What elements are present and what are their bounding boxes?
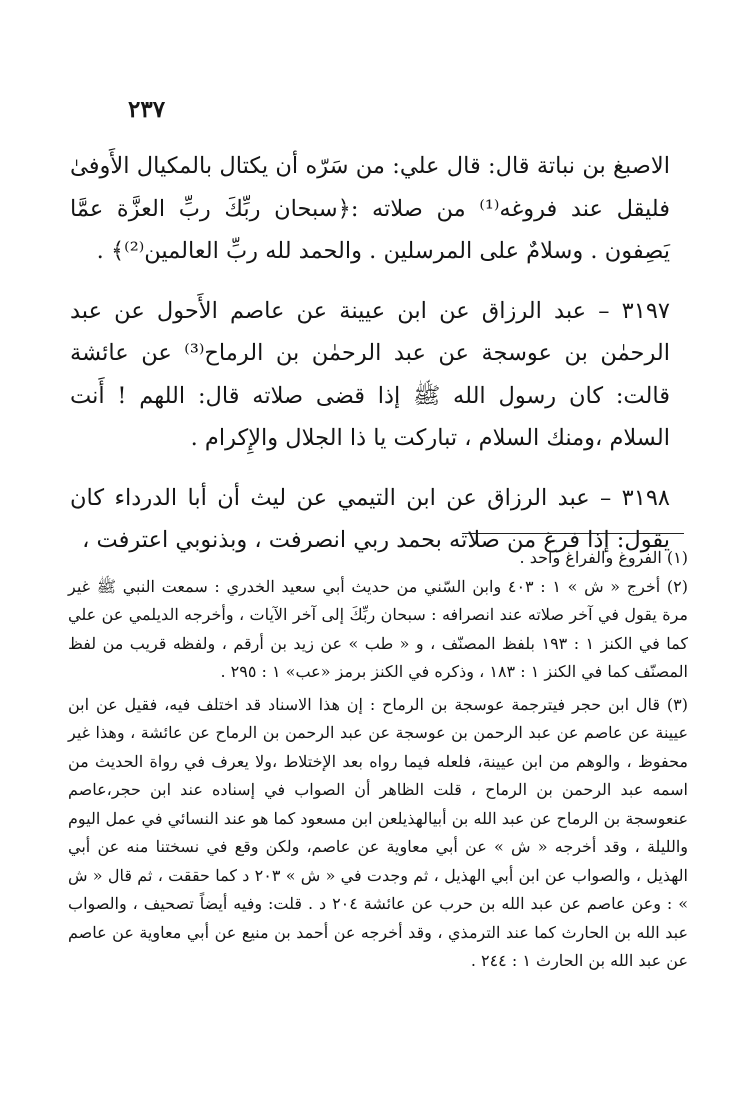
footnote: (٣) قال ابن حجر فيترجمة عوسجة بن الرماح : إن هذا الاسناد قد اختلف فيه، فقيل عن ابن عيينة عن عاصم عن عبد الرحمن بن عوسجة عن عبد الرحمن بن الرماح عن عائشة ، وهذا غير محفوظ ، والوهم من ابن عيينة، فلعله فيما رواه بعد الإختلاط ،ولا يعرف في رواة الحديث من اسمه عبد الرحمن بن الرماح ، قلت الظاهر أن الصواب في إسناده عند ابن حجر،عاصم عنعوسجة بن الرماح عن عبد الله بن أبيالهذيلعن ابن مسعود كما هو عند النسائي في عمل اليوم والليلة ، وقد أخرجه « ش » عن أبي معاوية عن عاصم، ولكن وقع في نسختنا منه عن أبي الهذيل ، والصواب عن ابن أبي الهذيل ، ثم وجدت في « ش » ٢٠٣ د كما حققت ، ثم قال « ش » : وعن عاصم عن عبد الله بن حرب عن عائشة ٢٠٤ د . قلت: وفيه أيضاً تصحيف ، والصواب عبد الله بن الحارث كما عند الترمذي ، وقد أخرجه عن أحمد بن منيع عن أبي معاوية عن عاصم عن عبد الله بن الحارث ١ : ٢٤٤ . bbox=[68, 694, 689, 970]
footnote: (١) الفروغ والفراغ واحد . bbox=[519, 548, 688, 567]
main-paragraph: ٣١٩٧ – عبد الرزاق عن ابن عيينة عن عاصم الأَحول عن عبد الرحمٰن بن عوسجة عن عبد الرحمٰن بن الرماح⁽³⁾ عن عائشة قالت: كان رسول الله ﷺ إذا قضى صلاته قال: اللهم ! أَنت السلام ،ومنك السلام ، تباركت يا ذا الجلال والإِكرام . bbox=[70, 297, 670, 451]
page-number: ٢٣٧ bbox=[128, 96, 166, 123]
main-paragraph: ٣١٩٨ – عبد الرزاق عن ابن التيمي عن ليث أن أبا الدرداء كان يقول: إذا فرغ من صلاته بحمد ربي انصرفت ، وبذنوبي اعترفت ، bbox=[70, 484, 670, 553]
footnotes bbox=[68, 544, 688, 976]
footnote-divider bbox=[462, 533, 684, 534]
main-text bbox=[70, 145, 670, 562]
footnote: (٢) أخرج « ش » ١ : ٤٠٣ وابن السّني من حديث أبي سعيد الخدري : سمعت النبي ﷺ غير مرة يقول في آخر صلاته عند انصرافه : سبحان ربِّكَ إلى آخر الآيات ، وأخرجه الديلمي عن علي كما في الكنز ١ : ١٩٣ بلفظ المصنّف ، و « طب » عن زيد بن أرقم ، ولفظه قريب من لفظ المصنّف كما في الكنز ١ : ١٨٣ ، وذكره في الكنز برمز «عب» ١ : ٢٩٥ . bbox=[68, 576, 689, 681]
main-paragraph: الاصبغ بن نباتة قال: قال علي: من سَرّه أن يكتال بالمكيال الأَوفىٰ فليقل عند فروغه⁽¹⁾ من صلاته :﴿سبحان ربِّكَ ربِّ العزَّة عمَّا يَصِفون . وسلامٌ على المرسلين . والحمد لله ربِّ العالمين⁽²⁾﴾ . bbox=[70, 153, 670, 264]
